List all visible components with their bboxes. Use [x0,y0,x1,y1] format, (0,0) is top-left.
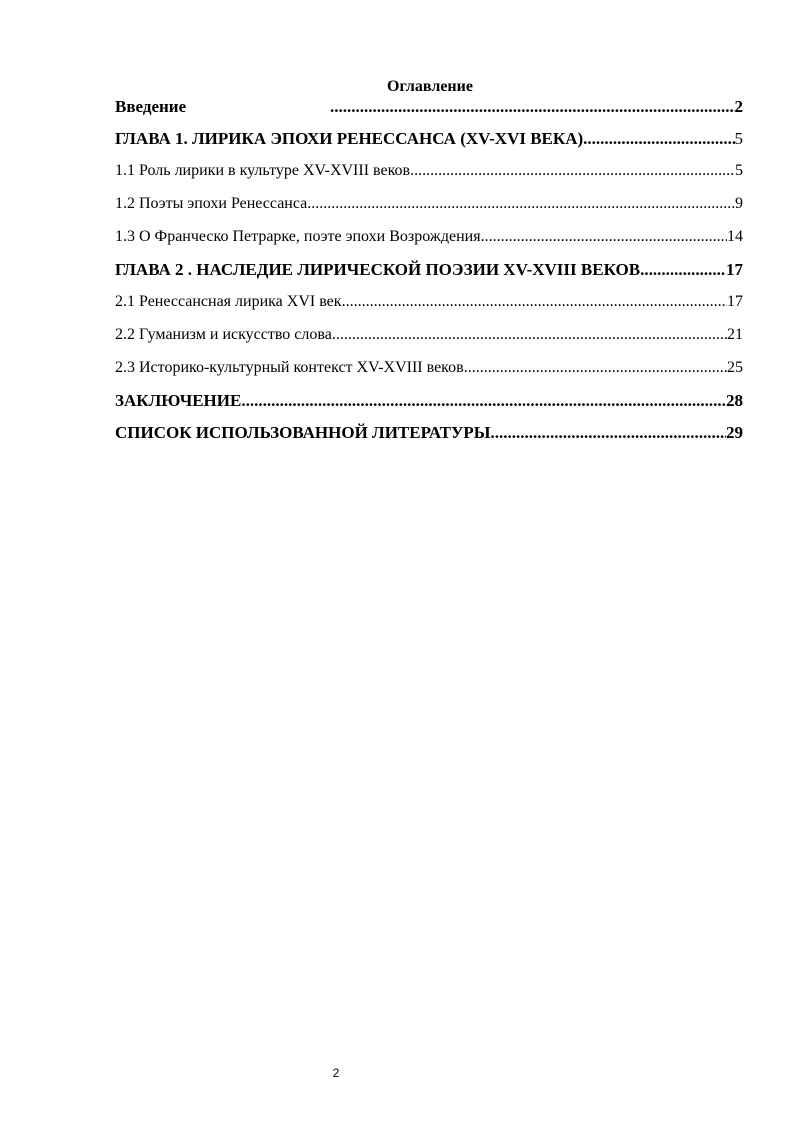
toc-entry-label: 2.2 Гуманизм и искусство слова [115,326,332,343]
toc-entry-section-1-1[interactable] [115,162,743,186]
toc-entry-label: ГЛАВА 1. ЛИРИКА ЭПОХИ РЕНЕССАНСА (XV-XVI ВЕКА) [115,129,584,148]
toc-title: Оглавление [387,78,473,95]
toc-entry-section-1-3[interactable] [115,228,743,252]
toc-entry-page: 17 [727,293,743,310]
toc-entry-label: 2.3 Историко-культурный контекст XV-XVIII веков [115,359,464,376]
page-number: 2 [332,1066,340,1080]
toc-entry-label: 1.3 О Франческо Петрарке, поэте эпохи Возрождения [115,228,481,245]
toc-leader-dots [464,359,727,377]
toc-entry-page: 9 [735,195,743,212]
toc-entry-label: СПИСОК ИСПОЛЬЗОВАННОЙ ЛИТЕРАТУРЫ [115,423,491,442]
toc-leader-dots [583,129,734,149]
toc-entry-label: Введение [115,97,187,116]
toc-entry-label: ЗАКЛЮЧЕНИЕ [115,391,242,410]
toc-leader-dots [410,162,735,180]
toc-entry-page: 29 [726,423,743,442]
toc-leader-dots [640,260,726,280]
toc-entry-page: 14 [727,228,743,245]
toc-leader-dots [241,391,726,411]
toc-entry-label: 1.1 Роль лирики в культуре XV-XVIII веков [115,162,411,179]
toc-entry-page: 5 [735,162,743,179]
toc-entry-conclusion[interactable] [115,391,743,415]
toc-entry-introduction[interactable] [115,97,743,121]
toc-entry-page: 21 [727,326,743,343]
toc-entry-label: ГЛАВА 2 . НАСЛЕДИЕ ЛИРИЧЕСКОЙ ПОЭЗИИ XV-XVIII ВЕКОВ [115,260,641,279]
toc-entry-bibliography[interactable] [115,423,743,447]
toc-leader-dots [330,97,735,117]
toc-leader-dots [332,326,727,344]
toc-entry-page: 28 [726,391,743,410]
toc-entry-chapter-1[interactable] [115,129,743,153]
toc-entry-section-2-1[interactable] [115,293,743,317]
toc-entry-label: 2.1 Ренессансная лирика XVI век [115,293,342,310]
toc-entry-chapter-2[interactable] [115,260,743,284]
toc-entry-page: 17 [726,260,743,279]
toc-entry-page: 2 [734,97,743,116]
toc-entry-section-2-3[interactable] [115,359,743,383]
toc-entry-label: 1.2 Поэты эпохи Ренессанса [115,195,308,212]
toc-entry-section-1-2[interactable] [115,195,743,219]
toc-leader-dots [481,228,727,246]
toc-entry-section-2-2[interactable] [115,326,743,350]
toc-leader-dots [307,195,735,213]
toc-leader-dots [342,293,727,311]
toc-entry-page: 5 [734,129,743,148]
toc-entry-page: 25 [727,359,743,376]
toc-leader-dots [491,423,727,443]
